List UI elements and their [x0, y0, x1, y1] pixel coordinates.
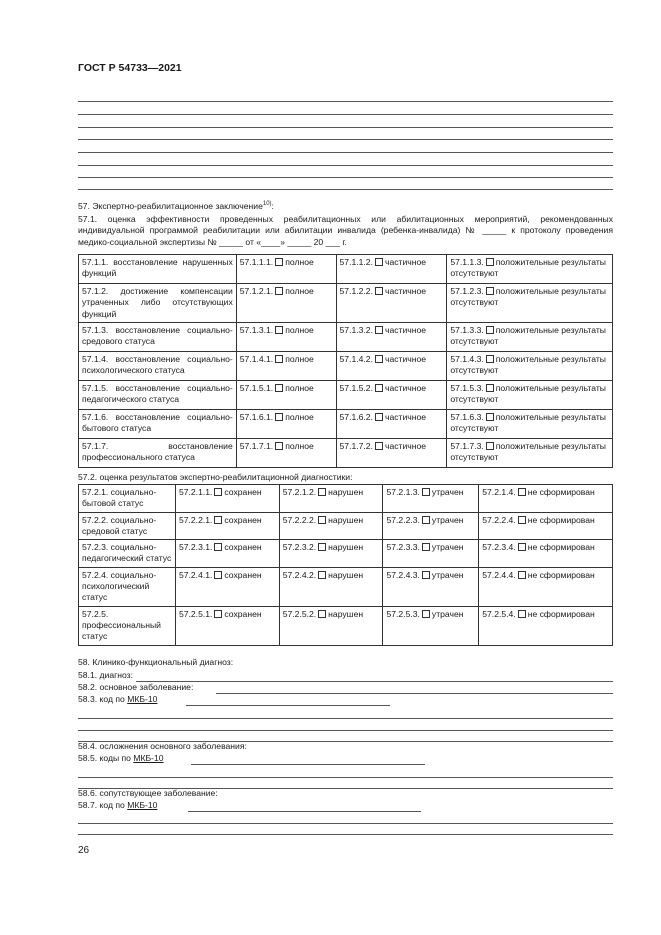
checkbox-icon[interactable] [486, 355, 494, 363]
section-58-7: 58.7. код по МКБ-10 [78, 800, 158, 810]
blank-line [78, 177, 613, 178]
section-57-1-text: 57.1. оценка эффективности проведенных реабилитационных или абилитационных мероприятий, рекомендованных индивидуальной программой реабилитации или абилитации инвалида (ребенка-инвалида) № _____ к протоколу проведения медико-социальной экспертизы № _____ от «____» _____ 20 ___ г. [78, 214, 613, 247]
checkbox-icon[interactable] [422, 571, 430, 579]
option-no-results[interactable]: 57.1.6.3. положительные результаты отсутствуют [447, 409, 613, 438]
checkbox-icon[interactable] [375, 326, 383, 334]
checkbox-icon[interactable] [375, 355, 383, 363]
row-label: 57.2.4. социально-психологический статус [79, 567, 176, 606]
checkbox-icon[interactable] [275, 258, 283, 266]
status-option-2[interactable]: 57.2.2.2. нарушен [279, 512, 383, 540]
status-option-3[interactable]: 57.2.5.3. утрачен [383, 606, 479, 645]
table-row [79, 606, 613, 645]
option-no-results[interactable]: 57.1.4.3. положительные результаты отсутствуют [447, 351, 613, 380]
status-option-3[interactable]: 57.2.2.3. утрачен [383, 512, 479, 540]
checkbox-icon[interactable] [518, 543, 526, 551]
checkbox-icon[interactable] [214, 488, 222, 496]
status-option-1[interactable]: 57.2.1.1. сохранен [175, 485, 279, 513]
checkbox-icon[interactable] [275, 287, 283, 295]
row-label: 57.1.7. восстановление профессионального статуса [79, 438, 237, 467]
checkbox-icon[interactable] [214, 543, 222, 551]
checkbox-icon[interactable] [318, 516, 326, 524]
status-option-2[interactable]: 57.2.1.2. нарушен [279, 485, 383, 513]
blank-line [78, 777, 613, 778]
checkbox-icon[interactable] [486, 384, 494, 392]
status-option-4[interactable]: 57.2.2.4. не сформирован [479, 512, 613, 540]
status-option-4[interactable]: 57.2.1.4. не сформирован [479, 485, 613, 513]
status-option-1[interactable]: 57.2.3.1. сохранен [175, 540, 279, 568]
option-no-results[interactable]: 57.1.1.3. положительные результаты отсутствуют [447, 255, 613, 284]
blank-line [78, 834, 613, 835]
row-label: 57.1.1. восстановление нарушенных функций [79, 255, 237, 284]
option-full[interactable]: 57.1.7.1. полное [236, 438, 336, 467]
checkbox-icon[interactable] [375, 258, 383, 266]
status-option-2[interactable]: 57.2.5.2. нарушен [279, 606, 383, 645]
checkbox-icon[interactable] [422, 488, 430, 496]
mkb-10-link: МКБ-10 [127, 800, 158, 810]
blank-line [78, 718, 613, 719]
section-58-6: 58.6. сопутствующее заболевание: [78, 788, 218, 798]
checkbox-icon[interactable] [518, 516, 526, 524]
section-57-title: 57. Экспертно-реабилитационное заключение$^{10)}$: [78, 201, 274, 211]
blank-line [78, 101, 613, 102]
checkbox-icon[interactable] [486, 326, 494, 334]
section-58-5: 58.5. коды по МКБ-10 [78, 753, 164, 763]
checkbox-icon[interactable] [486, 258, 494, 266]
blank-line [78, 730, 613, 731]
status-option-1[interactable]: 57.2.4.1. сохранен [175, 567, 279, 606]
table-row [79, 255, 613, 284]
checkbox-icon[interactable] [375, 287, 383, 295]
section-58-title: 58. Клинико-функциональный диагноз: [78, 657, 234, 667]
row-label: 57.1.4. восстановление социально-психологического статуса [79, 351, 237, 380]
status-option-3[interactable]: 57.2.4.3. утрачен [383, 567, 479, 606]
option-full[interactable]: 57.1.3.1. полное [236, 322, 336, 351]
option-full[interactable]: 57.1.4.1. полное [236, 351, 336, 380]
checkbox-icon[interactable] [318, 543, 326, 551]
section-58-3: 58.3. код по МКБ-10 [78, 694, 158, 704]
checkbox-icon[interactable] [275, 413, 283, 421]
table-row [79, 284, 613, 323]
row-label: 57.1.3. восстановление социально-средового статуса [79, 322, 237, 351]
status-option-3[interactable]: 57.2.3.3. утрачен [383, 540, 479, 568]
checkbox-icon[interactable] [318, 610, 326, 618]
checkbox-icon[interactable] [275, 384, 283, 392]
section-57-2-text: 57.2. оценка результатов экспертно-реабилитационной диагностики: [78, 472, 353, 482]
fill-line [188, 811, 421, 812]
checkbox-icon[interactable] [375, 384, 383, 392]
table-row [79, 322, 613, 351]
option-partial[interactable]: 57.1.1.2. частичное [336, 255, 447, 284]
checkbox-icon[interactable] [375, 442, 383, 450]
table-row [79, 540, 613, 568]
option-full[interactable]: 57.1.6.1. полное [236, 409, 336, 438]
status-option-2[interactable]: 57.2.4.2. нарушен [279, 567, 383, 606]
status-option-2[interactable]: 57.2.3.2. нарушен [279, 540, 383, 568]
row-label: 57.2.3. социально-педагогический статус [79, 540, 176, 568]
option-partial[interactable]: 57.1.3.2. частичное [336, 322, 447, 351]
status-option-3[interactable]: 57.2.1.3. утрачен [383, 485, 479, 513]
page-number: 26 [78, 845, 90, 856]
checkbox-icon[interactable] [518, 571, 526, 579]
option-no-results[interactable]: 57.1.5.3. положительные результаты отсутствуют [447, 380, 613, 409]
status-option-4[interactable]: 57.2.4.4. не сформирован [479, 567, 613, 606]
blank-line [78, 823, 613, 824]
checkbox-icon[interactable] [214, 571, 222, 579]
checkbox-icon[interactable] [486, 287, 494, 295]
checkbox-icon[interactable] [518, 610, 526, 618]
option-no-results[interactable]: 57.1.3.3. положительные результаты отсутствуют [447, 322, 613, 351]
option-partial[interactable]: 57.1.4.2. частичное [336, 351, 447, 380]
checkbox-icon[interactable] [422, 543, 430, 551]
status-option-4[interactable]: 57.2.5.4. не сформирован [479, 606, 613, 645]
option-partial[interactable]: 57.1.2.2. частичное [336, 284, 447, 323]
checkbox-icon[interactable] [275, 442, 283, 450]
mkb-10-link: МКБ-10 [133, 753, 164, 763]
option-partial[interactable]: 57.1.6.2. частичное [336, 409, 447, 438]
status-option-1[interactable]: 57.2.2.1. сохранен [175, 512, 279, 540]
table-row [79, 409, 613, 438]
option-full[interactable]: 57.1.5.1. полное [236, 380, 336, 409]
checkbox-icon[interactable] [422, 516, 430, 524]
checkbox-icon[interactable] [214, 610, 222, 618]
checkbox-icon[interactable] [486, 413, 494, 421]
effectiveness-table [78, 254, 613, 468]
checkbox-icon[interactable] [318, 488, 326, 496]
row-label: 57.2.1. социально-бытовой статус [79, 485, 176, 513]
blank-line [78, 114, 613, 115]
row-label: 57.2.5. профессиональный статус [79, 606, 176, 645]
row-label: 57.1.6. восстановление социально-бытового статуса [79, 409, 237, 438]
blank-line [78, 139, 613, 140]
row-label: 57.1.5. восстановление социально-педагогического статуса [79, 380, 237, 409]
mkb-10-link: МКБ-10 [127, 694, 158, 704]
section-58-2: 58.2. основное заболевание: [78, 682, 194, 692]
checkbox-icon[interactable] [318, 571, 326, 579]
section-58-4: 58.4. осложнения основного заболевания: [78, 741, 247, 751]
fill-line [191, 764, 425, 765]
option-full[interactable]: 57.1.1.1. полное [236, 255, 336, 284]
table-row [79, 380, 613, 409]
option-partial[interactable]: 57.1.7.2. частичное [336, 438, 447, 467]
diagnostics-table [78, 484, 613, 646]
table-row [79, 485, 613, 513]
table-row [79, 567, 613, 606]
blank-line [78, 127, 613, 128]
standard-header: ГОСТ Р 54733—2021 [78, 62, 182, 74]
status-option-1[interactable]: 57.2.5.1. сохранен [175, 606, 279, 645]
checkbox-icon[interactable] [214, 516, 222, 524]
checkbox-icon[interactable] [486, 442, 494, 450]
blank-line [78, 152, 613, 153]
row-label: 57.1.2. достижение компенсации утраченных либо отсутствующих функций [79, 284, 237, 323]
row-label: 57.2.2. социально-средовой статус [79, 512, 176, 540]
section-58-1: 58.1. диагноз: [78, 670, 133, 680]
checkbox-icon[interactable] [518, 488, 526, 496]
option-partial[interactable]: 57.1.5.2. частичное [336, 380, 447, 409]
blank-line [78, 189, 613, 190]
fill-line [186, 705, 390, 706]
table-row [79, 512, 613, 540]
checkbox-icon[interactable] [275, 355, 283, 363]
blank-line [78, 165, 613, 166]
table-row [79, 351, 613, 380]
option-full[interactable]: 57.1.2.1. полное [236, 284, 336, 323]
checkbox-icon[interactable] [422, 610, 430, 618]
status-option-4[interactable]: 57.2.3.4. не сформирован [479, 540, 613, 568]
checkbox-icon[interactable] [275, 326, 283, 334]
table-row [79, 438, 613, 467]
checkbox-icon[interactable] [375, 413, 383, 421]
option-no-results[interactable]: 57.1.7.3. положительные результаты отсутствуют [447, 438, 613, 467]
option-no-results[interactable]: 57.1.2.3. положительные результаты отсутствуют [447, 284, 613, 323]
